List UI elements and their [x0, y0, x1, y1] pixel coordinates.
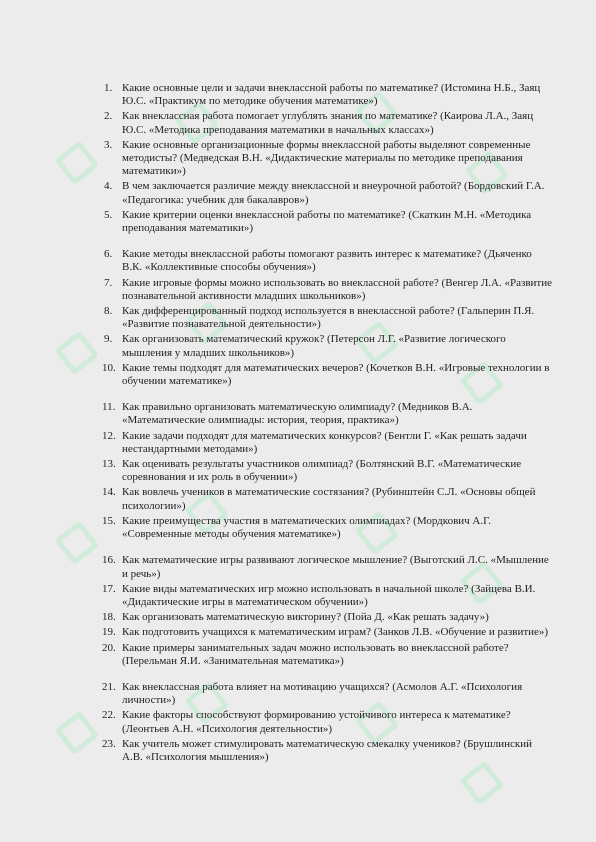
- question-item: [104, 626, 554, 639]
- question-text: Как подготовить учащихся к математическим играм? (Занков Л.В. «Обучение и развитие»): [122, 626, 549, 639]
- question-group: [104, 248, 554, 388]
- question-item: [104, 486, 554, 512]
- question-number: 23.: [102, 737, 116, 750]
- question-item: [104, 583, 554, 609]
- question-text: Как учитель может стимулировать математическую смекалку учеников? (Брушлинский А.В. «Психология мышления»): [122, 737, 533, 763]
- question-number: 13.: [102, 458, 116, 471]
- question-item: [104, 110, 554, 136]
- question-text: В чем заключается различие между внеклассной и внеурочной работой? (Бордовский Г.А. «Педагогика: учебник для бакалавров»): [122, 180, 545, 206]
- question-text: Как организовать математический кружок? (Петерсон Л.Г. «Развитие логического мышления у младших школьников»): [122, 333, 506, 359]
- question-item: [104, 554, 554, 580]
- question-number: 15.: [102, 514, 116, 527]
- question-number: 12.: [102, 429, 116, 442]
- question-group: [104, 681, 554, 764]
- question-number: 10.: [102, 361, 116, 374]
- question-text: Как вовлечь учеников в математические состязания? (Рубинштейн С.Л. «Основы общей психологии»): [122, 486, 536, 512]
- question-item: [104, 305, 554, 331]
- question-text: Какие факторы способствуют формированию устойчивого интереса к математике? (Леонтьев А.Н. «Психология деятельности»): [122, 709, 511, 735]
- question-item: [104, 82, 554, 108]
- question-number: 4.: [104, 180, 113, 193]
- question-text: Какие методы внеклассной работы помогают развить интерес к математике? (Дьяченко В.К. «Коллективные способы обучения»): [122, 248, 532, 274]
- question-item: [104, 458, 554, 484]
- question-number: 16.: [102, 554, 116, 567]
- question-text: Какие примеры занимательных задач можно использовать во внеклассной работе? (Перельман Я.И. «Занимательная математика»): [122, 641, 509, 667]
- question-item: [104, 611, 554, 624]
- question-number: 11.: [102, 401, 116, 414]
- question-number: 21.: [102, 680, 116, 693]
- question-text: Какие игровые формы можно использовать во внеклассной работе? (Венгер Л.А. «Развитие познавательной активности младших школьников»): [122, 276, 552, 302]
- question-item: [104, 681, 554, 707]
- question-item: [104, 738, 554, 764]
- question-text: Какие темы подходят для математических вечеров? (Кочетков В.Н. «Игровые технологии в обучении математике»): [122, 361, 550, 388]
- question-text: Как внеклассная работа влияет на мотивацию учащихся? (Асмолов А.Г. «Психология личности»): [122, 680, 523, 707]
- question-text: Как дифференцированный подход используется в внеклассной работе? (Гальперин П.Я. «Развитие познавательной деятельности»): [122, 305, 535, 331]
- question-number: 19.: [102, 626, 116, 639]
- question-number: 8.: [104, 305, 113, 318]
- question-item: [104, 642, 554, 668]
- question-item: [104, 430, 554, 456]
- question-item: [104, 180, 554, 206]
- question-item: [104, 333, 554, 359]
- question-number: 2.: [104, 110, 113, 123]
- question-item: [104, 277, 554, 303]
- question-number: 17.: [102, 582, 116, 595]
- question-number: 7.: [104, 276, 113, 289]
- question-number: 22.: [102, 709, 116, 722]
- question-text: Как правильно организовать математическую олимпиаду? (Медников В.А. «Математические олимпиады: история, теория, практика»): [122, 401, 473, 427]
- question-group: [104, 554, 554, 668]
- question-item: [104, 248, 554, 274]
- question-list: [104, 82, 554, 777]
- question-text: Какие основные цели и задачи внеклассной работы по математике? (Истомина Н.Б., Заяц Ю.С. «Практикум по методике обучения математике»): [122, 82, 541, 108]
- question-number: 20.: [102, 641, 116, 654]
- question-text: Какие задачи подходят для математических конкурсов? (Бентли Г. «Как решать задачи нестандартными методами»): [122, 429, 527, 455]
- question-item: [104, 709, 554, 735]
- question-number: 18.: [102, 611, 116, 624]
- question-item: [104, 362, 554, 388]
- question-number: 9.: [104, 333, 113, 346]
- question-text: Как оценивать результаты участников олимпиад? (Болтянский В.Г. «Математические соревнования и их роль в обучении»): [122, 458, 522, 484]
- question-text: Как математические игры развивают логическое мышление? (Выготский Л.С. «Мышление и речь»): [122, 554, 549, 580]
- question-text: Какие преимущества участия в математических олимпиадах? (Мордкович А.Г. «Современные методы обучения математике»): [122, 514, 491, 541]
- question-item: [104, 209, 554, 235]
- question-text: Какие основные организационные формы внеклассной работы выделяют современные методисты? (Медведская В.Н. «Дидактические материалы по методике преподавания математики»): [122, 138, 531, 178]
- question-number: 6.: [104, 248, 113, 261]
- question-number: 3.: [104, 138, 113, 151]
- question-text: Какие критерии оценки внеклассной работы по математике? (Скаткин М.Н. «Методика преподавания математики»): [122, 208, 532, 235]
- question-item: [104, 515, 554, 541]
- question-group: [104, 82, 554, 235]
- question-number: 1.: [104, 82, 113, 94]
- question-item: [104, 139, 554, 179]
- question-item: [104, 401, 554, 427]
- question-number: 14.: [102, 486, 116, 499]
- question-text: Как организовать математическую викторину? (Пойа Д. «Как решать задачу»): [122, 611, 489, 624]
- question-text: Как внеклассная работа помогает углублять знания по математике? (Каирова Л.А., Заяц Ю.С. «Методика преподавания математики в начальных классах»): [122, 110, 534, 136]
- question-text: Какие виды математических игр можно использовать в начальной школе? (Зайцева В.И. «Дидактические игры в математическом обучении»): [122, 582, 536, 608]
- question-group: [104, 401, 554, 541]
- question-number: 5.: [104, 208, 113, 221]
